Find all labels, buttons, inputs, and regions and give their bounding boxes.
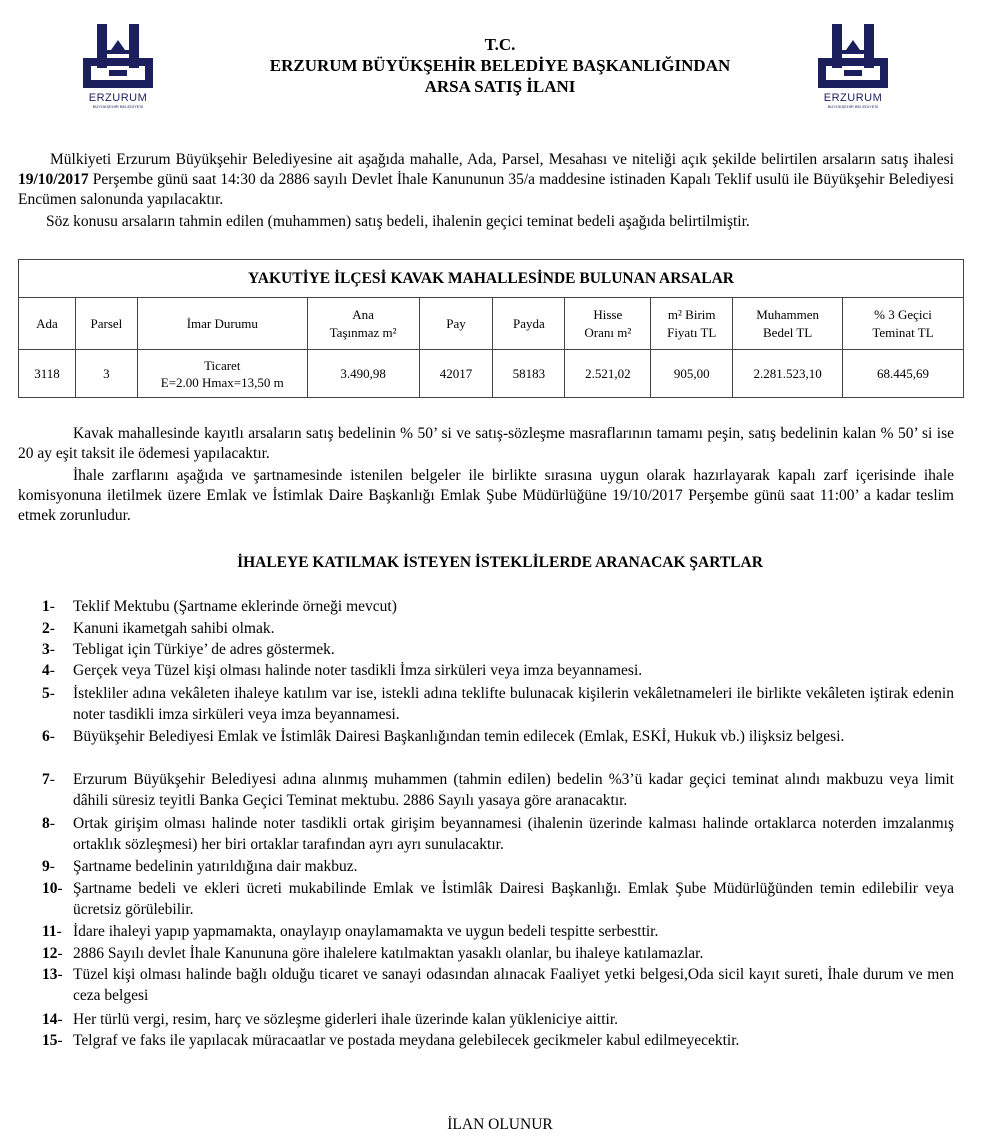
payment-paragraph-2 <box>18 466 954 526</box>
header-tc: T.C. <box>484 35 516 54</box>
table-body <box>19 350 964 398</box>
header-title: ARSA SATIŞ İLANI <box>424 77 576 96</box>
condition-item <box>42 965 954 1006</box>
condition-number: 2- <box>42 620 55 637</box>
condition-text: İstekliler adına vekâleten ihaleye katılım var ise, istekli adına teklifte bulunacak kişilerin vekâletnameleri ile birlikte vekâleten iştirak edenin noter tasdikli imza sirküleri veya imza beyannamesi. <box>73 685 954 723</box>
conditions-title: İHALEYE KATILMAK İSTEYEN İSTEKLİLERDE ARANACAK ŞARTLAR <box>237 554 763 571</box>
condition-number: 3- <box>42 641 55 658</box>
table-cell: 3 <box>75 350 137 398</box>
column-header: Pay <box>419 298 493 350</box>
condition-item <box>42 640 954 661</box>
table-cell: 2.281.523,10 <box>733 350 843 398</box>
condition-text: Şartname bedelinin yatırıldığına dair makbuz. <box>73 858 358 875</box>
payment-text-1: Kavak mahallesinde kayıtlı arsaların satış bedelinin % 50’ si ve satış-sözleşme masraflarının tamamı peşin, satış bedelinin kalan % 50’ si ise 20 ay eşit taksit ile ödemesi yapılacaktır. <box>18 425 954 462</box>
condition-number: 14- <box>42 1011 63 1028</box>
column-header: İmar Durumu <box>137 298 307 350</box>
document-header <box>0 34 1000 97</box>
condition-item <box>42 770 954 811</box>
condition-number: 10- <box>42 880 63 897</box>
condition-item <box>42 814 954 855</box>
condition-text: Tebligat için Türkiye’ de adres göstermek. <box>73 641 335 658</box>
intro-paragraph-2 <box>18 212 954 232</box>
table-cell: 42017 <box>419 350 493 398</box>
condition-text: Erzurum Büyükşehir Belediyesi adına alınmış muhammen (tahmin edilen) bedelin %3’ü kadar geçici teminat alındı makbuzu veya limit dâhili süresiz teyitli Banka Geçici Teminat mektubu. 2886 Sayılı yasaya göre aranacaktır. <box>73 771 954 809</box>
closing-statement: İLAN OLUNUR <box>447 1116 553 1133</box>
table-cell: 68.445,69 <box>843 350 964 398</box>
intro-paragraph-1 <box>18 150 954 210</box>
condition-text: Şartname bedeli ve ekleri ücreti mukabilinde Emlak ve İstimlâk Dairesi Başkanlığı. Emlak Şube Müdürlüğünden temin edilebilir veya ücretsiz görülebilir. <box>73 880 954 918</box>
condition-number: 1- <box>42 598 55 615</box>
condition-text: Kanuni ikametgah sahibi olmak. <box>73 620 275 637</box>
payment-text-2: İhale zarflarını aşağıda ve şartnamesinde istenilen belgeler ile birlikte sırasına uygun olarak hazırlayarak kapalı zarf içerisinde ihale komisyonuna iletilmek üzere Emlak ve İstimlak Daire Başkanlığı Emlak Şube Müdürlüğüne 19/10/2017 Perşembe günü saat 11:00’ a kadar teslim etmek zorunludur. <box>18 467 954 524</box>
condition-text: İdare ihaleyi yapıp yapmamakta, onaylayıp onaylamamakta ve uygun bedeli tespitte serbesttir. <box>73 923 659 940</box>
table-cell: 3.490,98 <box>307 350 419 398</box>
table-cell: 2.521,02 <box>565 350 651 398</box>
condition-text: Ortak girişim olması halinde noter tasdikli ortak girişim beyannamesi (ihalenin üzerinde kalması halinde ortaklarca noterden imzalanmış ortaklık sözleşmesi) her biri ortaklar tarafından ayrı ayrı sunulacaktır. <box>73 815 954 853</box>
condition-number: 8- <box>42 815 55 832</box>
table-cell: 58183 <box>493 350 565 398</box>
condition-text: Büyükşehir Belediyesi Emlak ve İstimlâk Dairesi Başkanlığından temin edilecek (Emlak, ESKİ, Hukuk vb.) ilişksiz belgesi. <box>73 728 845 745</box>
payment-paragraph-1 <box>18 424 954 464</box>
column-header: Hisse Oranı m² <box>565 298 651 350</box>
column-header: Parsel <box>75 298 137 350</box>
condition-number: 15- <box>42 1032 63 1049</box>
column-header: m² Birim Fiyatı TL <box>651 298 733 350</box>
condition-item <box>42 661 954 682</box>
table-cell: 905,00 <box>651 350 733 398</box>
column-header: Muhammen Bedel TL <box>733 298 843 350</box>
condition-item <box>42 1010 954 1031</box>
intro-text-2: Söz konusu arsaların tahmin edilen (muhammen) satış bedeli, ihalenin geçici teminat bedeli aşağıda belirtilmiştir. <box>46 213 750 230</box>
condition-text: Telgraf ve faks ile yapılacak müracaatlar ve postada meydana gelebilecek gecikmeler kabul edilmeyecektir. <box>73 1032 740 1049</box>
condition-text: Tüzel kişi olması halinde bağlı olduğu ticaret ve sanayi odasından alınacak Faaliyet yetki belgesi,Oda sicil kayıt sureti, İhale durum ve men ceza belgesi <box>73 966 954 1004</box>
condition-text: Teklif Mektubu (Şartname eklerinde örneği mevcut) <box>73 598 397 615</box>
condition-item <box>42 922 954 943</box>
condition-number: 9- <box>42 858 55 875</box>
table-row <box>19 350 964 398</box>
condition-item <box>42 879 954 920</box>
land-lots-table <box>18 259 964 398</box>
condition-item <box>42 619 954 640</box>
header-institution: ERZURUM BÜYÜKŞEHİR BELEDİYE BAŞKANLIĞINDAN <box>269 56 731 75</box>
condition-text: Her türlü vergi, resim, harç ve sözleşme giderleri ihale üzerinde kalan yükleniciye aittir. <box>73 1011 619 1028</box>
logo-subtitle: BÜYÜKŞEHİR BELEDİYESİ <box>92 104 144 109</box>
condition-number: 13- <box>42 966 63 983</box>
table-header-row <box>19 298 964 350</box>
condition-number: 7- <box>42 771 55 788</box>
condition-item <box>42 857 954 878</box>
condition-item <box>42 1031 954 1052</box>
logo-name: ERZURUM <box>823 92 883 104</box>
column-header: % 3 Geçici Teminat TL <box>843 298 964 350</box>
intro-text-b: Perşembe günü saat 14:30 da 2886 sayılı Devlet İhale Kanununun 35/a maddesine istinaden Kapalı Teklif usulü ile Büyükşehir Belediyesi Encümen salonunda yapılacaktır. <box>18 171 954 208</box>
column-header: Ada <box>19 298 76 350</box>
table-cell: 3118 <box>19 350 76 398</box>
column-header: Payda <box>493 298 565 350</box>
condition-item <box>42 597 954 618</box>
logo-name: ERZURUM <box>88 92 148 104</box>
intro-text-a: Mülkiyeti Erzurum Büyükşehir Belediyesine ait aşağıda mahalle, Ada, Parsel, Mesahası ve niteliği açık şekilde belirtilen arsaların satış ihalesi <box>50 151 954 168</box>
condition-text: Gerçek veya Tüzel kişi olması halinde noter tasdikli İmza sirküleri veya imza beyannamesi. <box>73 662 643 679</box>
table-cell: Ticaret E=2.00 Hmax=13,50 m <box>137 350 307 398</box>
condition-number: 6- <box>42 728 55 745</box>
condition-number: 5- <box>42 685 55 702</box>
condition-item <box>42 944 954 965</box>
column-header: Ana Taşınmaz m² <box>307 298 419 350</box>
intro-date: 19/10/2017 <box>18 171 89 188</box>
condition-item <box>42 727 954 748</box>
condition-item <box>42 684 954 725</box>
condition-text: 2886 Sayılı devlet İhale Kanununa göre ihalelere katılmaktan yasaklı olanlar, bu ihaleye katılamazlar. <box>73 945 704 962</box>
table-title: YAKUTİYE İLÇESİ KAVAK MAHALLESİNDE BULUNAN ARSALAR <box>19 260 964 298</box>
condition-number: 4- <box>42 662 55 679</box>
logo-subtitle: BÜYÜKŞEHİR BELEDİYESİ <box>827 104 879 109</box>
condition-number: 11- <box>42 923 62 940</box>
condition-number: 12- <box>42 945 63 962</box>
